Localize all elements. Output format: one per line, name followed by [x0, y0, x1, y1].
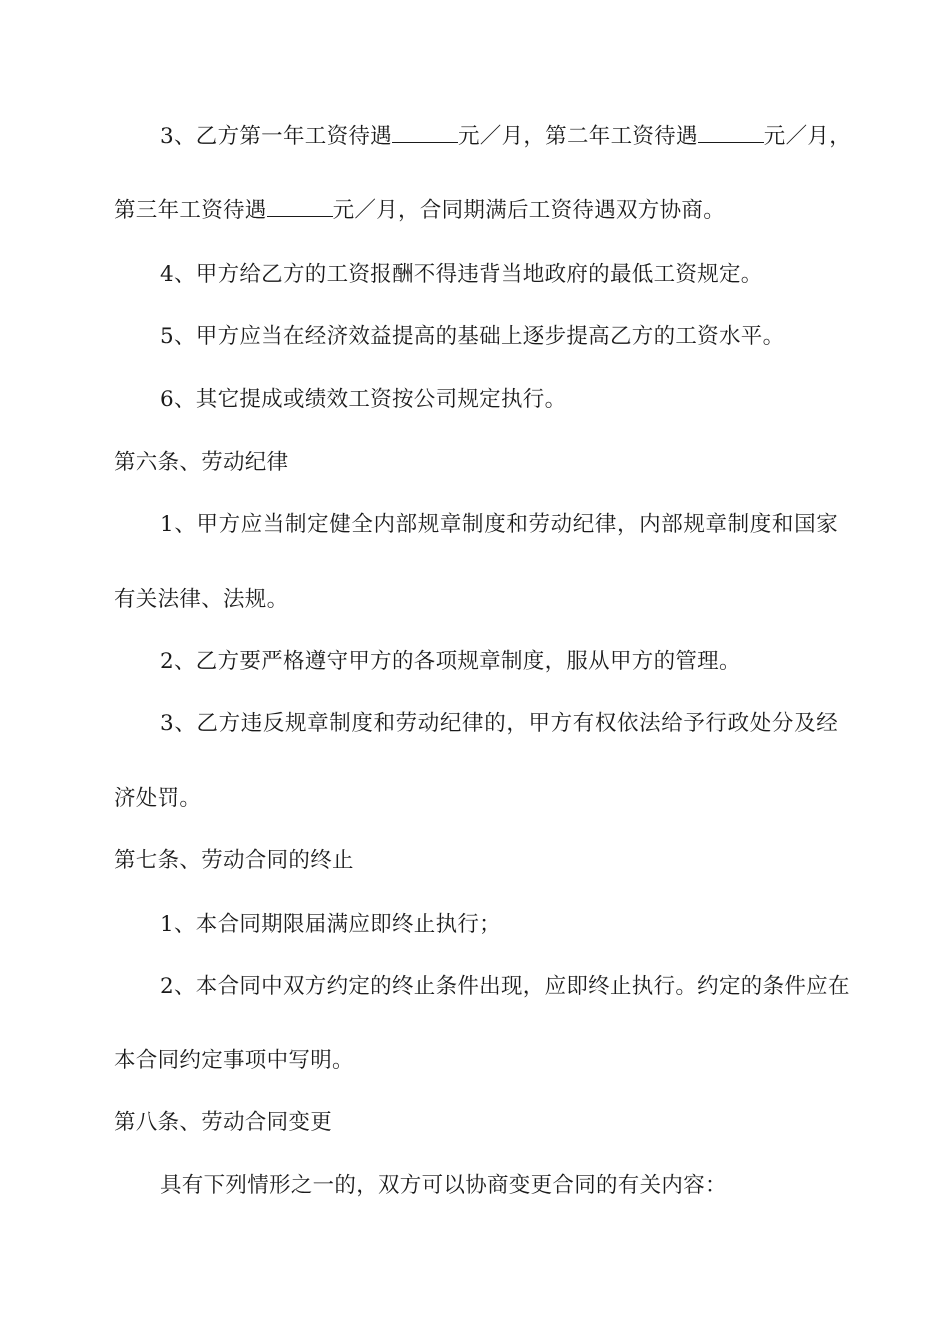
section-heading-article-6: 第六条、劳动纪律 — [114, 450, 289, 475]
clause-rules-violation-cont: 济处罚。 — [114, 786, 202, 811]
clause-text: 3、乙方第一年工资待遇 — [160, 124, 392, 149]
clause-minimum-wage: 4、甲方给乙方的工资报酬不得违背当地政府的最低工资规定。 — [160, 262, 763, 287]
clause-text: 元／月， — [763, 124, 851, 149]
clause-rules-comply: 2、乙方要严格遵守甲方的各项规章制度，服从甲方的管理。 — [160, 649, 741, 674]
clause-rules-establish-cont: 有关法律、法规。 — [114, 587, 289, 612]
blank-field-year3-wage[interactable] — [267, 196, 333, 217]
clause-wage-years-1-2 — [160, 122, 851, 151]
clause-commission: 6、其它提成或绩效工资按公司规定执行。 — [160, 387, 567, 412]
clause-termination-conditions: 2、本合同中双方约定的终止条件出现，应即终止执行。约定的条件应在 — [160, 974, 850, 999]
clause-text: 元／月，合同期满后工资待遇双方协商。 — [332, 198, 726, 223]
section-heading-article-7: 第七条、劳动合同的终止 — [114, 848, 354, 873]
clause-wage-year-3 — [114, 196, 838, 225]
clause-rules-violation: 3、乙方违反规章制度和劳动纪律的，甲方有权依法给予行政处分及经 — [160, 711, 838, 736]
clause-text: 元／月，第二年工资待遇 — [457, 124, 698, 149]
clause-rules-establish: 1、甲方应当制定健全内部规章制度和劳动纪律，内部规章制度和国家 — [160, 512, 838, 537]
clause-termination-conditions-cont: 本合同约定事项中写明。 — [114, 1048, 354, 1073]
blank-field-year2-wage[interactable] — [698, 122, 764, 143]
clause-change-intro: 具有下列情形之一的，双方可以协商变更合同的有关内容： — [160, 1173, 727, 1198]
section-heading-article-8: 第八条、劳动合同变更 — [114, 1110, 333, 1135]
clause-termination-expiry: 1、本合同期限届满应即终止执行； — [160, 912, 501, 937]
clause-text: 第三年工资待遇 — [114, 198, 267, 223]
blank-field-year1-wage[interactable] — [392, 122, 458, 143]
clause-wage-increase: 5、甲方应当在经济效益提高的基础上逐步提高乙方的工资水平。 — [160, 324, 785, 349]
